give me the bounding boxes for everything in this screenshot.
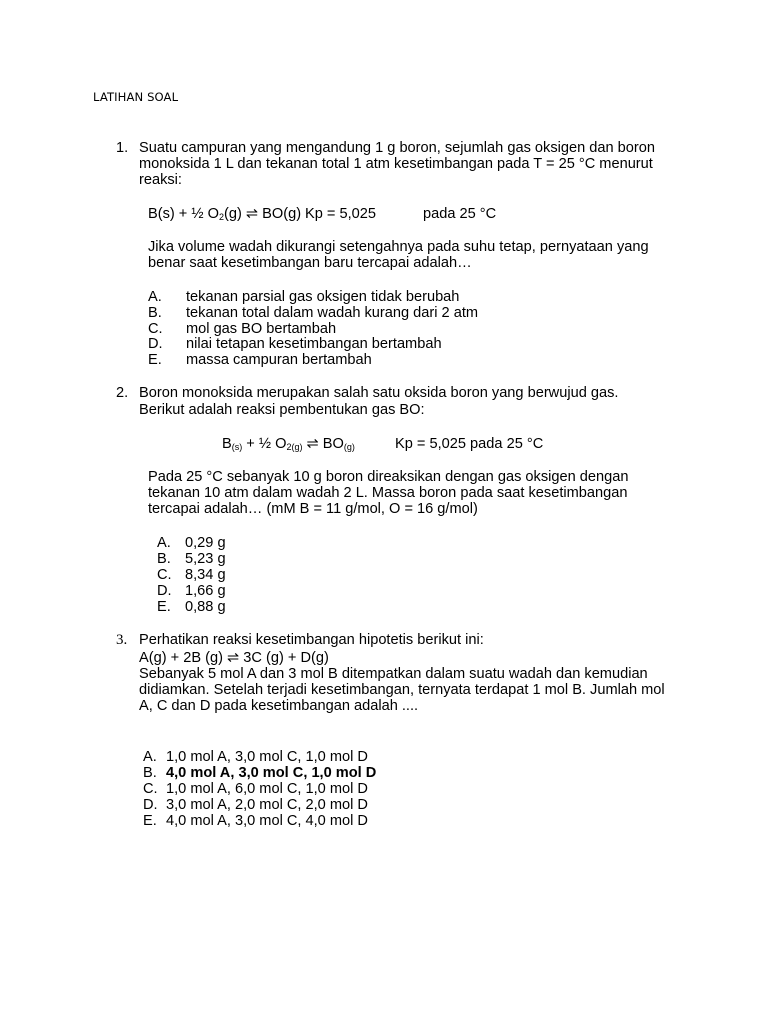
question-text-line: tekanan 10 atm dalam wadah 2 L. Massa boron pada saat kesetimbangan [148, 485, 628, 501]
option-text: tekanan parsial gas oksigen tidak berubah [186, 289, 460, 305]
option-letter: B. [143, 765, 157, 781]
question-text-line: tercapai adalah… (mM B = 11 g/mol, O = 16 g/mol) [148, 501, 478, 517]
option-text: mol gas BO bertambah [186, 321, 337, 337]
question-stem-line: Sebanyak 5 mol A dan 3 mol B ditempatkan dalam suatu wadah dan kemudian [139, 666, 648, 682]
equation-subscript: 2 [218, 212, 224, 222]
equilibrium-constant: Kp = 5,025 pada 25 °C [395, 436, 544, 452]
equation-left: B(s) + ½ O [148, 206, 219, 222]
option-letter: C. [148, 321, 163, 337]
question-stem-line: monoksida 1 L dan tekanan total 1 atm kesetimbangan pada T = 25 °C menurut [139, 156, 653, 172]
question-stem-line: Perhatikan reaksi kesetimbangan hipotetis berikut ini: [139, 632, 484, 648]
option-text: 4,0 mol A, 3,0 mol C, 4,0 mol D [166, 813, 368, 829]
question-stem-line: Boron monoksida merupakan salah satu oksida boron yang berwujud gas. [139, 385, 619, 401]
option-letter: D. [157, 583, 172, 599]
option-letter: A. [148, 289, 162, 305]
option-letter: B. [157, 551, 171, 567]
option-letter: A. [157, 535, 171, 551]
question-stem-line: Suatu campuran yang mengandung 1 g boron, sejumlah gas oksigen dan boron [139, 140, 656, 156]
question-text-line: Pada 25 °C sebanyak 10 g boron direaksikan dengan gas oksigen dengan [148, 469, 629, 485]
reaction-equation [222, 436, 355, 452]
question-number: 2. [116, 385, 129, 401]
option-text: 4,0 mol A, 3,0 mol C, 1,0 mol D [166, 765, 377, 781]
equation-right: (g) ⇌ BO(g) [223, 206, 302, 222]
option-letter: A. [143, 749, 157, 765]
equation-oxygen: + ½ O [242, 436, 287, 452]
question-number: 1. [116, 140, 129, 156]
equation-product: ⇌ BO [302, 436, 344, 452]
question-stem-line: reaksi: [139, 172, 182, 188]
option-letter: B. [148, 305, 162, 321]
option-text: 1,0 mol A, 3,0 mol C, 1,0 mol D [166, 749, 368, 765]
option-letter: E. [148, 352, 162, 368]
option-text: 8,34 g [185, 567, 226, 583]
option-letter: D. [148, 336, 163, 352]
option-letter: C. [157, 567, 172, 583]
equilibrium-constant: Kp = 5,025 [305, 206, 377, 222]
option-text: 1,66 g [185, 583, 226, 599]
option-text: 5,23 g [185, 551, 226, 567]
equation-subscript: (s) [231, 442, 243, 452]
equation-subscript: (g) [343, 442, 355, 452]
equation-boron: B [222, 436, 232, 452]
question-number: 3. [116, 632, 128, 648]
page-title: LATIHAN SOAL [93, 90, 179, 104]
option-text: 0,88 g [185, 599, 226, 615]
option-text: tekanan total dalam wadah kurang dari 2 atm [186, 305, 479, 321]
question-stem-line: didiamkan. Setelah terjadi kesetimbangan, ternyata terdapat 1 mol B. Jumlah mol [139, 682, 665, 698]
equation-subscript: 2(g) [286, 442, 303, 452]
option-letter: D. [143, 797, 158, 813]
option-text: 1,0 mol A, 6,0 mol C, 1,0 mol D [166, 781, 368, 797]
question-text-line: benar saat kesetimbangan baru tercapai adalah… [148, 255, 472, 271]
option-text: massa campuran bertambah [186, 352, 372, 368]
question-stem-line: Berikut adalah reaksi pembentukan gas BO: [139, 402, 425, 418]
question-text-line: Jika volume wadah dikurangi setengahnya pada suhu tetap, pernyataan yang [148, 239, 649, 255]
temperature-label: pada 25 °C [423, 206, 497, 222]
option-text: 0,29 g [185, 535, 226, 551]
option-letter: C. [143, 781, 158, 797]
option-letter: E. [143, 813, 157, 829]
option-text: nilai tetapan kesetimbangan bertambah [186, 336, 442, 352]
option-text: 3,0 mol A, 2,0 mol C, 2,0 mol D [166, 797, 368, 813]
question-stem-line: A, C dan D pada kesetimbangan adalah .... [139, 698, 419, 714]
reaction-equation [148, 206, 301, 222]
option-letter: E. [157, 599, 171, 615]
reaction-equation: A(g) + 2B (g) ⇌ 3C (g) + D(g) [139, 650, 329, 666]
